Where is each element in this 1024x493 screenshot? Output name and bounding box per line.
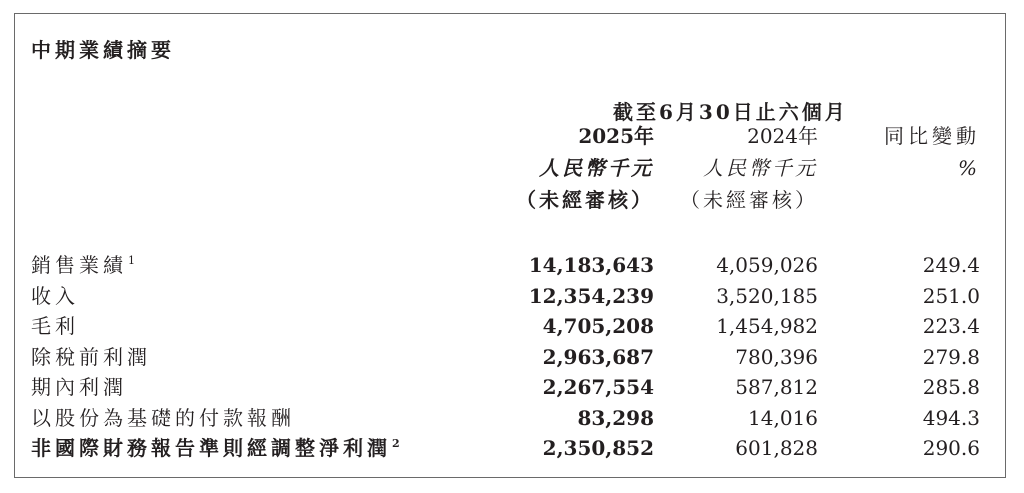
row-label <box>31 250 135 281</box>
row-value-previous: 780,396 <box>735 344 818 369</box>
row-label-text: 毛利 <box>31 314 79 338</box>
table-row <box>0 281 1024 312</box>
row-label-text: 非國際財務報告準則經調整淨利潤 <box>31 436 391 460</box>
row-value-current: 12,354,239 <box>528 283 654 308</box>
row-label-text: 收入 <box>31 283 79 308</box>
table-row <box>0 342 1024 373</box>
row-value-current: 2,267,554 <box>542 375 654 399</box>
footnote-marker: 2 <box>392 437 400 450</box>
table-row <box>0 433 1024 464</box>
row-label <box>31 311 79 342</box>
row-value-previous: 3,520,185 <box>716 283 818 308</box>
period-header: 截至6月30日止六個月 <box>613 100 848 124</box>
row-label <box>31 403 295 434</box>
row-value-current: 2,963,687 <box>542 344 654 369</box>
current-year: 2025年 <box>578 124 654 148</box>
row-value-previous: 1,454,982 <box>716 314 818 338</box>
row-label <box>31 433 400 464</box>
column-header-change <box>884 120 980 184</box>
change-unit: % <box>957 156 980 180</box>
row-value-change: 285.8 <box>922 375 980 399</box>
row-value-change: 494.3 <box>922 405 980 430</box>
row-value-previous: 4,059,026 <box>716 253 818 277</box>
column-header-current <box>516 120 654 216</box>
row-value-change: 249.4 <box>922 253 980 277</box>
footnote-marker: 1 <box>128 254 135 267</box>
row-label-text: 銷售業績 <box>31 253 127 277</box>
row-label-text: 除稅前利潤 <box>31 344 151 369</box>
previous-unit: 人民幣千元 <box>703 156 818 180</box>
table-row <box>0 372 1024 403</box>
row-value-change: 251.0 <box>922 283 980 308</box>
row-value-previous: 587,812 <box>735 375 818 399</box>
row-label <box>31 281 79 312</box>
current-unit: 人民幣千元 <box>539 156 654 180</box>
row-label <box>31 342 151 373</box>
row-label <box>31 372 127 403</box>
row-value-current: 2,350,852 <box>542 436 654 460</box>
column-header-previous <box>680 120 818 216</box>
row-value-previous: 601,828 <box>735 436 818 460</box>
previous-audit: （未經審核） <box>680 188 818 212</box>
change-label: 同比變動 <box>884 124 980 148</box>
row-value-change: 279.8 <box>922 344 980 369</box>
current-audit: （未經審核） <box>516 188 654 212</box>
row-value-change: 290.6 <box>922 436 980 460</box>
table-row <box>0 250 1024 281</box>
row-value-previous: 14,016 <box>748 405 818 430</box>
summary-table <box>0 250 1024 464</box>
table-row <box>0 311 1024 342</box>
previous-year: 2024年 <box>747 124 818 148</box>
page-title: 中期業績摘要 <box>31 38 175 62</box>
row-label-text: 以股份為基礎的付款報酬 <box>31 405 295 430</box>
row-value-current: 14,183,643 <box>528 253 654 277</box>
table-row <box>0 403 1024 434</box>
row-value-current: 83,298 <box>577 405 654 430</box>
row-value-change: 223.4 <box>922 314 980 338</box>
row-value-current: 4,705,208 <box>542 314 654 338</box>
row-label-text: 期內利潤 <box>31 375 127 399</box>
